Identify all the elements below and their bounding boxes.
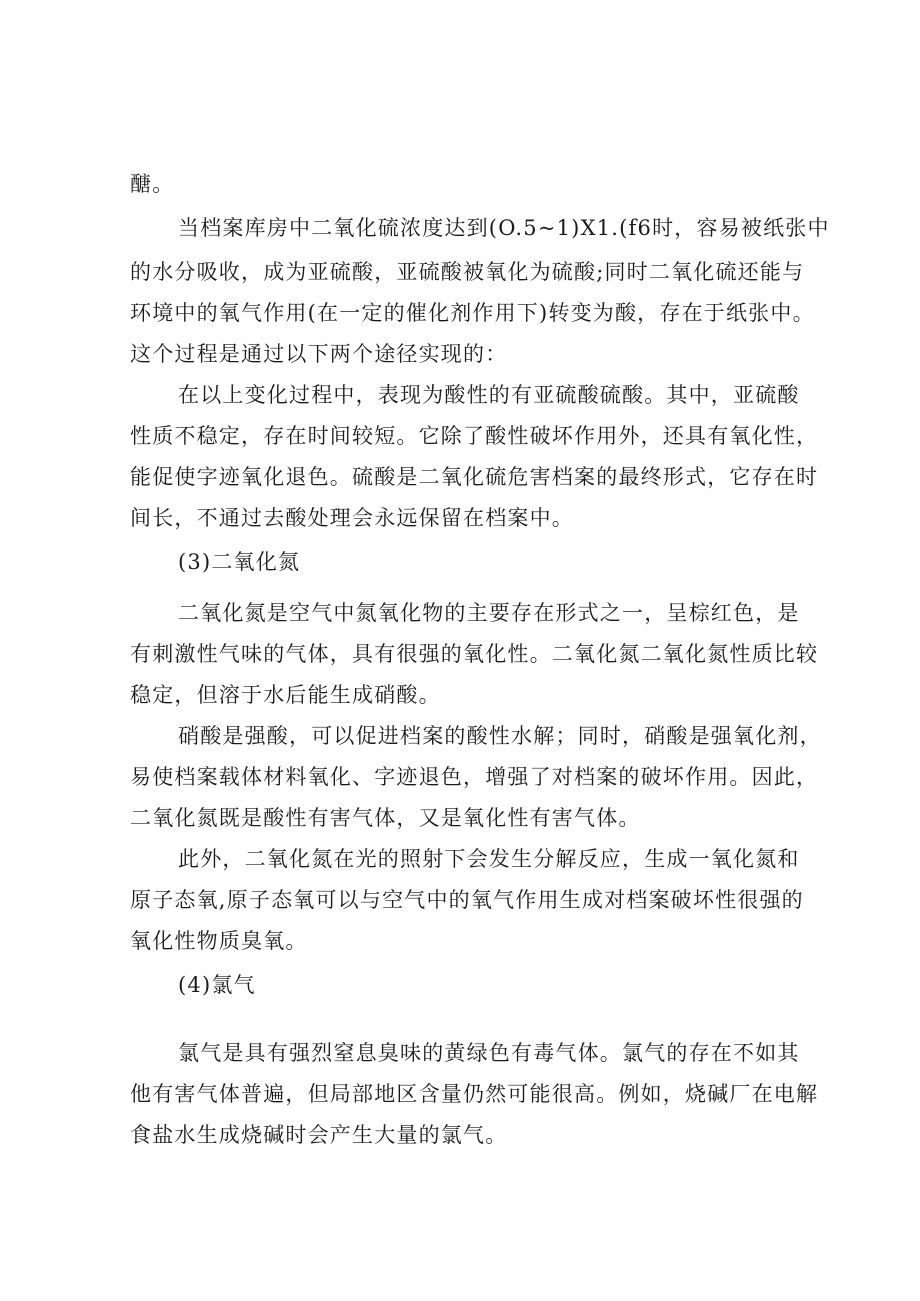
text-line: 稳定，但溶于水后能生成硝酸。 bbox=[130, 683, 441, 707]
text-line: 间长，不通过去酸处理会永远保留在档案中。 bbox=[130, 506, 574, 530]
text-line: 二氧化氮是空气中氮氧化物的主要存在形式之一，呈棕红色，是 bbox=[178, 601, 800, 625]
text-line: 这个过程是通过以下两个途径实现的： bbox=[130, 342, 508, 366]
text-line: 能促使字迹氧化退色。硫酸是二氧化硫危害档案的最终形式，它存在时 bbox=[130, 465, 819, 489]
text-line: 二氧化氮既是酸性有害气体，又是氧化性有害气体。 bbox=[130, 806, 641, 830]
text-line: 氯气是具有强烈窒息臭味的黄绿色有毒气体。氯气的存在不如其 bbox=[178, 1041, 800, 1065]
text-line: 的水分吸收，成为亚硫酸，亚硫酸被氧化为硫酸;同时二氧化硫还能与 bbox=[130, 260, 805, 284]
text-line: 此外，二氧化氮在光的照射下会发生分解反应，生成一氧化氮和 bbox=[178, 847, 800, 871]
text-line: 性质不稳定，存在时间较短。它除了酸性破坏作用外，还具有氧化性， bbox=[130, 424, 819, 448]
text-line: 氧化性物质臭氧。 bbox=[130, 929, 308, 953]
section-heading: (3)二氧化氮 bbox=[178, 550, 301, 574]
text-line: 在以上变化过程中，表现为酸性的有亚硫酸硫酸。其中，亚硫酸 bbox=[178, 383, 800, 407]
text-line: 原子态氧,原子态氧可以与空气中的氧气作用生成对档案破坏性很强的 bbox=[130, 888, 804, 912]
text-line: 环境中的氧气作用(在一定的催化剂作用下)转变为酸，存在于纸张中。 bbox=[130, 301, 815, 325]
text-line: 食盐水生成烧碱时会产生大量的氯气。 bbox=[130, 1123, 508, 1147]
text-line: 他有害气体普遍，但局部地区含量仍然可能很高。例如，烧碱厂在电解 bbox=[130, 1082, 819, 1106]
text-line: 有刺激性气味的气体，具有很强的氧化性。二氧化氮二氧化氮性质比较 bbox=[130, 642, 819, 666]
text-line: 硝酸是强酸，可以促进档案的酸性水解；同时，硝酸是强氧化剂， bbox=[178, 724, 822, 748]
text-line: 易使档案载体材料氧化、字迹退色，增强了对档案的破坏作用。因此， bbox=[130, 765, 819, 789]
text-line: 当档案库房中二氧化硫浓度达到(O.5~1)X1.(f6时，容易被纸张中 bbox=[178, 216, 830, 240]
section-heading: (4)氯气 bbox=[178, 973, 256, 997]
text-line: 醣。 bbox=[130, 172, 175, 196]
